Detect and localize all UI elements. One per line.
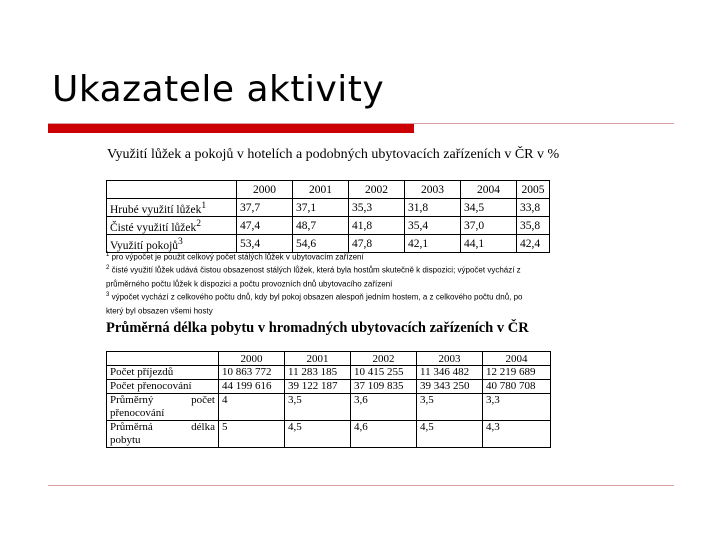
table-cell: 47,8 (349, 235, 405, 253)
year-header: 2004 (483, 352, 551, 366)
table-row (107, 199, 550, 217)
row-label: Hrubé využití lůžek$^1$ (107, 199, 237, 217)
table-cell: 42,1 (405, 235, 461, 253)
table-cell: 53,4 (237, 235, 293, 253)
table-cell: 4,5 (417, 421, 483, 448)
row-label: Průměrná délka pobytu (107, 421, 219, 448)
table-row (107, 366, 551, 380)
footnote: $^1$ pro výpočet je použit celkový počet stálých lůžek v ubytovacím zařízení (106, 252, 364, 262)
year-header: 2004 (461, 181, 517, 199)
table-cell: 3,5 (285, 394, 351, 421)
table-cell: 37 109 835 (351, 380, 417, 394)
table1-footnotes (106, 250, 576, 317)
table-cell: 37,0 (461, 217, 517, 235)
table-cell: 48,7 (293, 217, 349, 235)
year-header: 2005 (517, 181, 550, 199)
table-cell: 4,5 (285, 421, 351, 448)
table-cell: 10 415 255 (351, 366, 417, 380)
bed-usage-table (106, 180, 550, 253)
row-label: Využití pokojů$^3$ (107, 235, 237, 253)
table-cell: 33,8 (517, 199, 550, 217)
table-cell: 5 (219, 421, 285, 448)
table-cell: 11 346 482 (417, 366, 483, 380)
table-cell: 10 863 772 (219, 366, 285, 380)
table-row (107, 217, 550, 235)
header-empty-cell (107, 181, 237, 199)
footer-rule (48, 485, 674, 486)
table-row (107, 380, 551, 394)
slide-title: Ukazatele aktivity (52, 69, 385, 110)
table-cell: 39 343 250 (417, 380, 483, 394)
footnote: $^3$ výpočet vychází z celkového počtu dnů, kdy byl pokoj obsazen alespoň jedním hostem, a z celkového počtu dnů, po (106, 292, 523, 303)
year-header: 2002 (351, 352, 417, 366)
table1-caption: Využití lůžek a pokojů v hotelích a podobných ubytovacích zařízeních v ČR v % (107, 147, 560, 162)
year-header: 2003 (405, 181, 461, 199)
table-cell: 4,6 (351, 421, 417, 448)
table-header-row (107, 352, 551, 366)
table-cell: 3,5 (417, 394, 483, 421)
row-label: Počet příjezdů (107, 366, 219, 380)
table-cell: 54,6 (293, 235, 349, 253)
footnote: $^2$ čisté využití lůžek udává čistou obsazenost stálých lůžek, která byla hostům skutečně k dispozici; výpočet vychází z (106, 265, 521, 276)
table-cell: 37,1 (293, 199, 349, 217)
year-header: 2003 (417, 352, 483, 366)
row-label: Průměrný počet přenocování (107, 394, 219, 421)
table-cell: 4 (219, 394, 285, 421)
table2-caption: Průměrná délka pobytu v hromadných ubytovacích zařízeních v ČR (106, 320, 529, 336)
table-cell: 44,1 (461, 235, 517, 253)
table-cell: 44 199 616 (219, 380, 285, 394)
row-label: Čisté využití lůžek$^2$ (107, 217, 237, 235)
table-cell: 42,4 (517, 235, 550, 253)
table-cell: 37,7 (237, 199, 293, 217)
table-cell: 47,4 (237, 217, 293, 235)
table-row (107, 421, 551, 448)
year-header: 2000 (237, 181, 293, 199)
table-cell: 41,8 (349, 217, 405, 235)
table-cell: 4,3 (483, 421, 551, 448)
header-empty-cell (107, 352, 219, 366)
table-cell: 39 122 187 (285, 380, 351, 394)
footnote: který byl obsazen všemi hosty (106, 306, 213, 316)
table-row (107, 394, 551, 421)
title-accent-bar (48, 124, 414, 133)
table-cell: 35,8 (517, 217, 550, 235)
table-cell: 34,5 (461, 199, 517, 217)
year-header: 2000 (219, 352, 285, 366)
table-cell: 40 780 708 (483, 380, 551, 394)
year-header: 2001 (285, 352, 351, 366)
table-cell: 35,4 (405, 217, 461, 235)
row-label: Počet přenocování (107, 380, 219, 394)
table-cell: 35,3 (349, 199, 405, 217)
table-header-row (107, 181, 550, 199)
table-cell: 11 283 185 (285, 366, 351, 380)
table-cell: 3,6 (351, 394, 417, 421)
year-header: 2002 (349, 181, 405, 199)
stay-length-table (106, 351, 551, 448)
table-cell: 31,8 (405, 199, 461, 217)
table-cell: 12 219 689 (483, 366, 551, 380)
table-cell: 3,3 (483, 394, 551, 421)
footnote: průměrného počtu lůžek k dispozici a počtu provozních dnů ubytovacího zařízení (106, 279, 393, 289)
year-header: 2001 (293, 181, 349, 199)
